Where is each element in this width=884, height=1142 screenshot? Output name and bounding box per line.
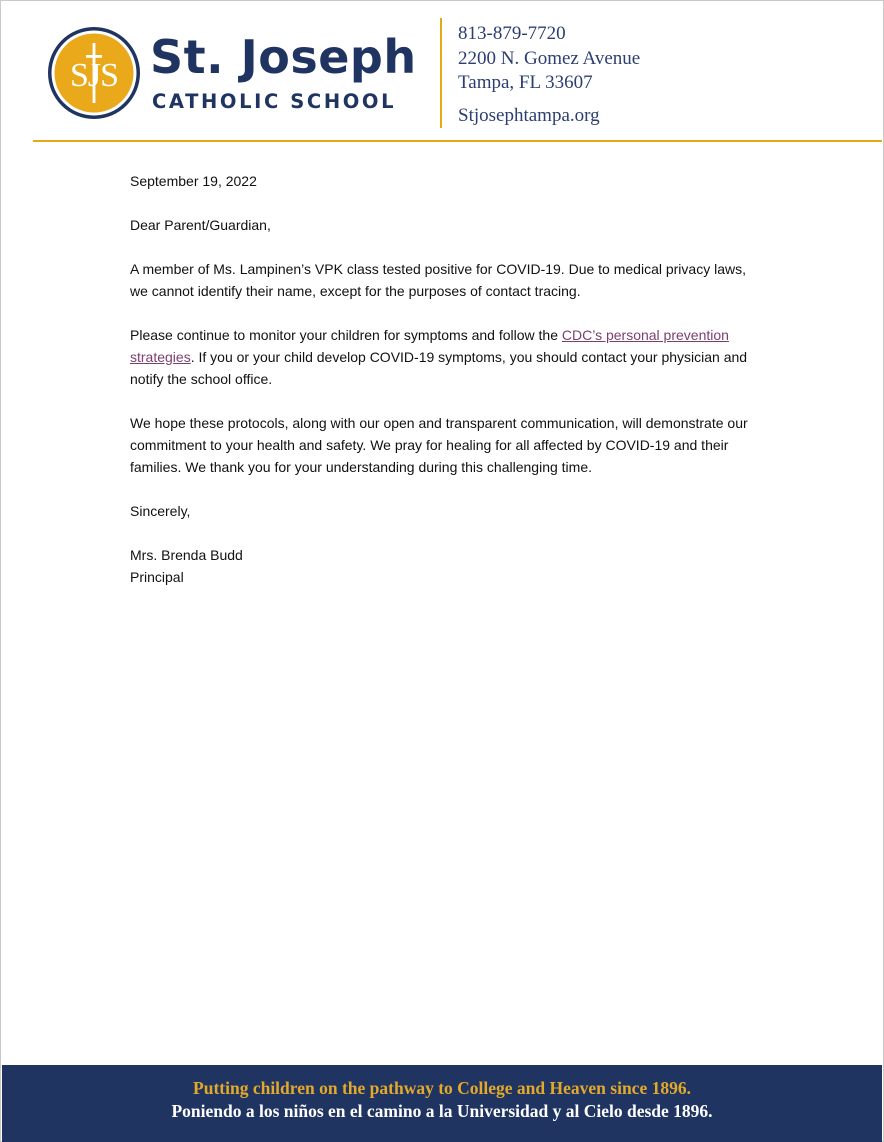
header-divider [440, 18, 442, 128]
address-line-2: Tampa, FL 33607 [458, 72, 593, 93]
paragraph-2-text-after: . If you or your child develop COVID-19 symptoms, you should contact your physician and notify the school office. [130, 349, 748, 387]
school-seal-logo [47, 26, 141, 120]
paragraph-3: We hope these protocols, along with our open and transparent communication, will demonstrate our commitment to your health and safety. We pray for healing for all affected by COVID-19 and their families. We thank you for your understanding during this challenging time. [130, 415, 748, 475]
school-name: St. Joseph [150, 30, 417, 84]
header-rule [33, 140, 882, 142]
phone-number: 813-879-7720 [458, 23, 566, 44]
paragraph-1: A member of Ms. Lampinen’s VPK class tested positive for COVID-19. Due to medical privacy laws, we cannot identify their name, except for the purposes of contact tracing. [130, 261, 746, 299]
address-line-1: 2200 N. Gomez Avenue [458, 47, 641, 69]
letter-body [130, 170, 760, 588]
signer-name: Mrs. Brenda Budd [130, 547, 243, 563]
contact-block [458, 22, 640, 128]
school-subtitle: CATHOLIC SCHOOL [152, 90, 397, 113]
paragraph-2-text-before: Please continue to monitor your children for symptoms and follow the [130, 327, 562, 343]
signature-block [130, 544, 760, 588]
cdc-strategies-link[interactable]: CDC’s personal prevention strategies [130, 327, 729, 365]
footer-motto-spanish: Poniendo a los niños en el camino a la Universidad y al Cielo desde 1896. [171, 1101, 713, 1121]
footer-motto-english: Putting children on the pathway to College and Heaven since 1896. [193, 1078, 691, 1098]
paragraph-2 [130, 324, 760, 390]
salutation: Dear Parent/Guardian, [130, 217, 271, 233]
letter-date: September 19, 2022 [130, 173, 257, 189]
closing: Sincerely, [130, 503, 191, 519]
logo-monogram: SJS [69, 57, 119, 94]
signer-title: Principal [130, 569, 184, 585]
website[interactable]: Stjosephtampa.org [458, 104, 600, 126]
footer-banner [2, 1065, 882, 1142]
